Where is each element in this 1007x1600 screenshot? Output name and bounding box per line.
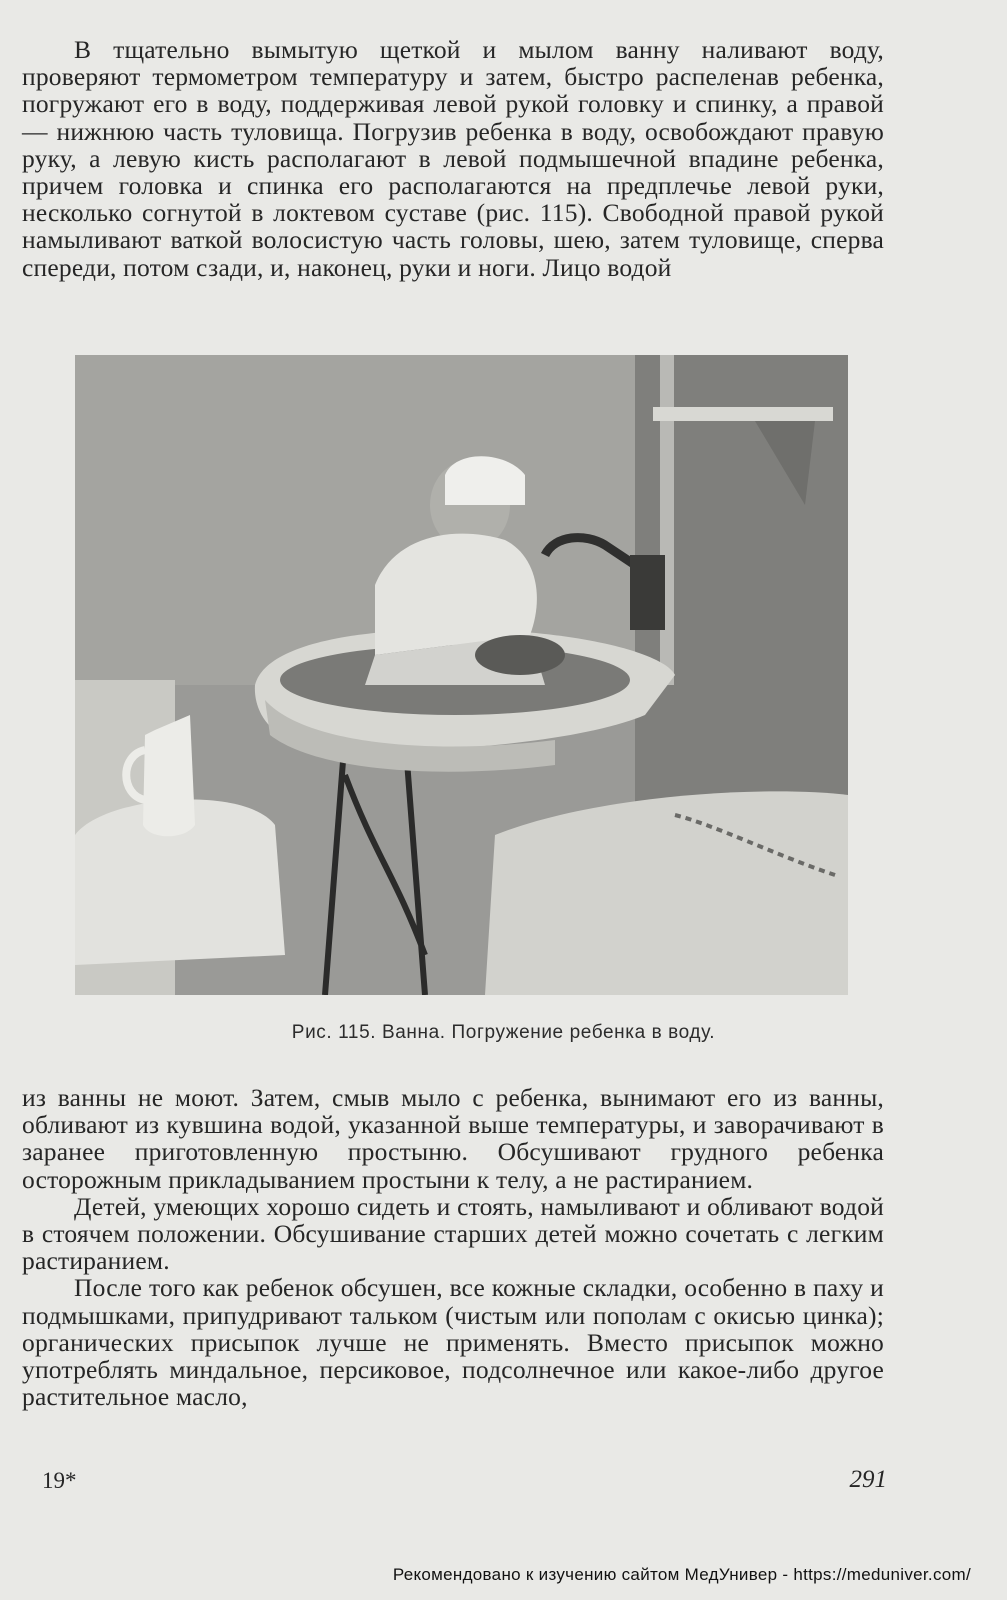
page-number: 291 (849, 1466, 887, 1493)
paragraph-continuation: из ванны не моют. Затем, смыв мыло с ребенка, вынимают его из ванны, обливают из кувшина водой, указанной выше температуры, и заворачивают в заранее приготовленную простыню. Обсушивают грудного ребенка осторожным прикладыванием простыни к телу, а не растиранием. (22, 1083, 884, 1194)
watermark-text: Рекомендовано к изучению сайтом МедУнивер - https://meduniver.com/ (392, 1565, 971, 1584)
figure-caption: Рис. 115. Ванна. Погружение ребенка в воду. (291, 1022, 716, 1043)
signature-mark: 19* (42, 1468, 77, 1493)
top-text-block (22, 36, 884, 281)
paragraph: После того как ребенок обсушен, все кожные складки, особенно в паху и подмышками, припудривают тальком (чистым или пополам с окисью цинка); органических присыпок лучше не применять. Вместо присыпок можно употреблять миндальное, персиковое, подсолнечное или какое-либо другое растительное масло, (22, 1273, 884, 1412)
paragraph: Детей, умеющих хорошо сидеть и стоять, намыливают и обливают водой в стоячем положении. Обсушивание старших детей можно сочетать с легким растиранием. (22, 1191, 884, 1276)
figure-photo (75, 355, 848, 995)
bottom-text-block (22, 1084, 884, 1410)
paragraph: В тщательно вымытую щеткой и мылом ванну наливают воду, проверяют термометром температуру и затем, быстро распеленав ребенка, погружают его в воду, поддерживая левой рукой головку и спинку, а правой — нижнюю часть туловища. Погрузив ребенка в воду, освобождают правую руку, а левую кисть располагают в левой подмышечной впадине ребенка, причем головка и спинка его располагаются на предплечье левой руки, несколько согнутой в локтевом суставе (рис. 115). Свободной правой рукой намыливают ваткой волосистую часть головы, шею, затем туловище, сперва спереди, потом сзади, и, наконец, руки и ноги. Лицо водой (22, 35, 884, 282)
bathing-photo-illustration (75, 355, 848, 995)
